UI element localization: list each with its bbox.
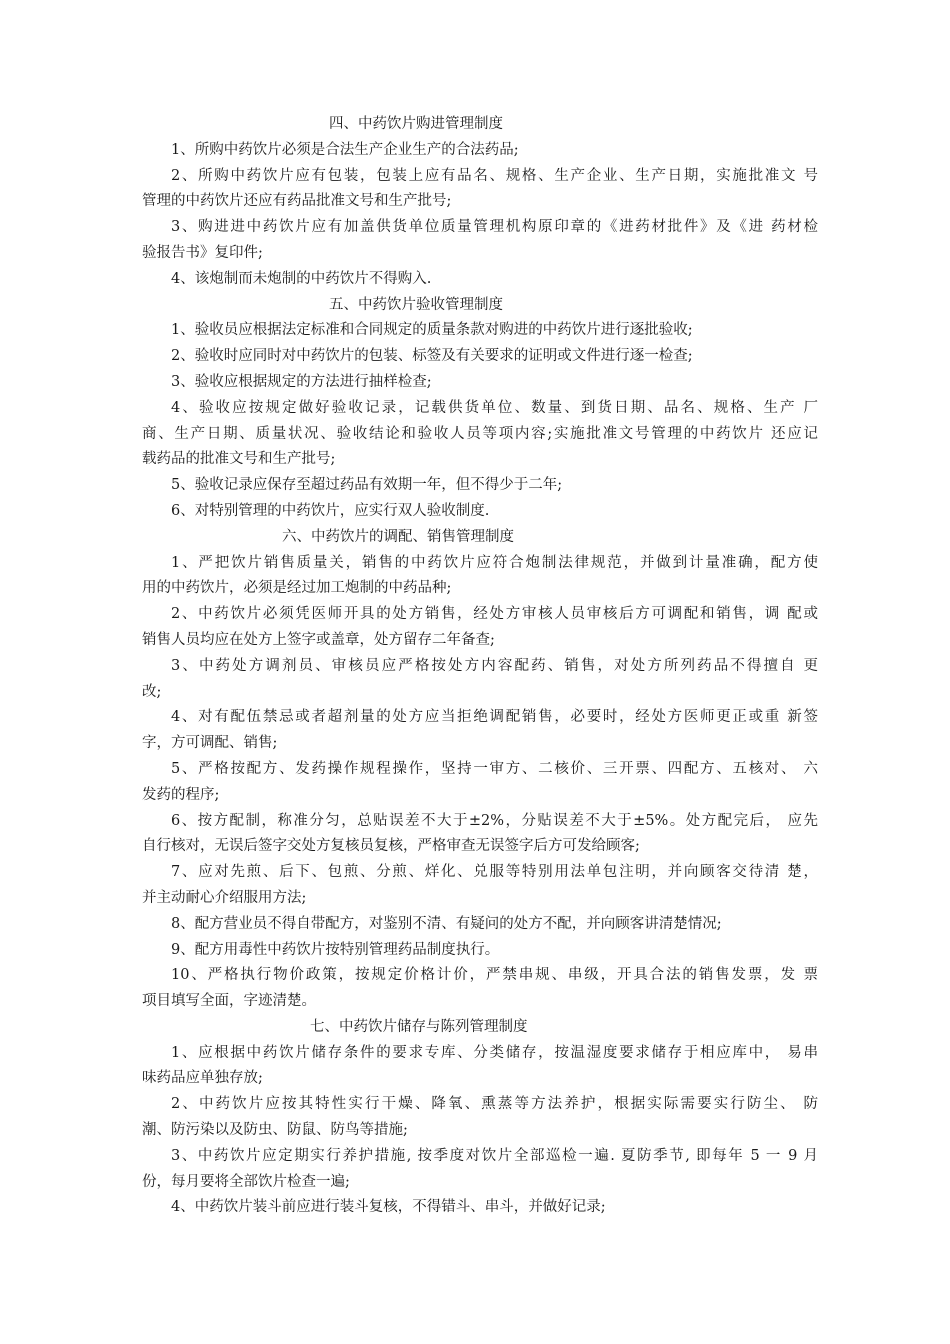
section-title: 六、中药饮片的调配、销售管理制度 [282, 528, 514, 545]
clause-line: 5、严格按配方、发药操作规程操作，坚持一审方、二核价、三开票、四配方、五核对、 六 [171, 760, 818, 777]
clause-continuation-line: 改; [142, 683, 162, 700]
clause-continuation-line: 味药品应单独存放; [142, 1070, 263, 1087]
clause-line: 1、严把饮片销售质量关，销售的中药饮片应符合炮制法律规范，并做到计量准确，配方使 [171, 554, 818, 571]
clause-line: 6、按方配制，称准分匀，总贴误差不大于±2%，分贴误差不大于±5%。处方配完后， 应先 [171, 812, 818, 829]
clause-continuation-line: 发药的程序; [142, 786, 220, 803]
clause-continuation-line: 销售人员均应在处方上签字或盖章，处方留存二年备查; [142, 631, 495, 648]
clause-continuation-line: 字，方可调配、销售; [142, 735, 278, 752]
clause-line: 3、中药饮片应定期实行养护措施, 按季度对饮片全部巡检一遍. 夏防季节, 即每年 5 一 9 月 [171, 1147, 818, 1164]
clause-line: 5、验收记录应保存至超过药品有效期一年，但不得少于二年; [171, 477, 563, 494]
section-title: 四、中药饮片购进管理制度 [329, 116, 503, 132]
document-body [142, 112, 818, 1221]
clause-line: 2、中药饮片必须凭医师开具的处方销售，经处方审核人员审核后方可调配和销售，调 配或 [171, 606, 818, 623]
clause-line: 2、中药饮片应按其特性实行干燥、降氧、熏蒸等方法养护，根据实际需要实行防尘、 防 [171, 1096, 818, 1113]
clause-continuation-line: 自行核对，无误后签字交处方复核员复核，严格审查无误签字后方可发给顾客; [142, 838, 640, 855]
clause-continuation-line: 商、生产日期、质量状况、验收结论和验收人员等项内容;实施批准文号管理的中药饮片 还应记 [142, 425, 818, 442]
clause-line: 7、应对先煎、后下、包煎、分煎、烊化、兑服等特别用法单包注明，并向顾客交待清 楚， [171, 864, 818, 881]
clause-line: 4、验收应按规定做好验收记录，记载供货单位、数量、到货日期、品名、规格、生产 厂 [171, 399, 818, 416]
clause-continuation-line: 用的中药饮片，必须是经过加工炮制的中药品种; [142, 580, 452, 597]
clause-line: 4、中药饮片装斗前应进行装斗复核，不得错斗、串斗，并做好记录; [171, 1199, 606, 1216]
section-title: 五、中药饮片验收管理制度 [329, 296, 503, 313]
clause-line: 1、验收员应根据法定标准和合同规定的质量条款对购进的中药饮片进行逐批验收; [171, 322, 693, 339]
clause-line: 1、所购中药饮片必须是合法生产企业生产的合法药品; [171, 141, 519, 158]
clause-line: 2、验收时应同时对中药饮片的包装、标签及有关要求的证明或文件进行逐一检查; [171, 348, 693, 365]
clause-line: 3、验收应根据规定的方法进行抽样检查; [171, 373, 432, 390]
clause-line: 10、严格执行物价政策，按规定价格计价，严禁串规、串级，开具合法的销售发票，发 票 [171, 967, 818, 984]
clause-continuation-line: 管理的中药饮片还应有药品批准文号和生产批号; [142, 193, 452, 210]
clause-line: 3、中药处方调剂员、审核员应严格按处方内容配药、销售，对处方所列药品不得擅自 更 [171, 657, 818, 674]
clause-line: 1、应根据中药饮片储存条件的要求专库、分类储存，按温湿度要求储存于相应库中， 易串 [171, 1044, 818, 1061]
clause-line: 3、购进进中药饮片应有加盖供货单位质量管理机构原印章的《进药材批件》及《进 药材检 [171, 219, 818, 236]
section-title: 七、中药饮片储存与陈列管理制度 [310, 1018, 528, 1035]
clause-line: 6、对特别管理的中药饮片，应实行双人验收制度. [171, 502, 490, 519]
clause-continuation-line: 载药品的批准文号和生产批号; [142, 451, 336, 468]
clause-continuation-line: 验报告书》复印件; [142, 244, 263, 261]
clause-line: 8、配方营业员不得自带配方，对鉴别不清、有疑问的处方不配，并向顾客讲清楚情况; [171, 915, 722, 932]
clause-line: 4、该炮制而未炮制的中药饮片不得购入. [171, 270, 432, 287]
clause-line: 2、所购中药饮片应有包装，包装上应有品名、规格、生产企业、生产日期，实施批准文 号 [171, 167, 818, 184]
clause-line: 4、对有配伍禁忌或者超剂量的处方应当拒绝调配销售，必要时，经处方医师更正或重 新签 [171, 709, 818, 726]
clause-continuation-line: 份，每月要将全部饮片检查一遍; [142, 1173, 350, 1190]
clause-line: 9、配方用毒性中药饮片按特别管理药品制度执行。 [171, 941, 500, 958]
clause-continuation-line: 项目填写全面，字迹清楚。 [142, 993, 316, 1010]
clause-continuation-line: 潮、防污染以及防虫、防鼠、防鸟等措施; [142, 1122, 408, 1139]
clause-continuation-line: 并主动耐心介绍服用方法; [142, 889, 307, 906]
